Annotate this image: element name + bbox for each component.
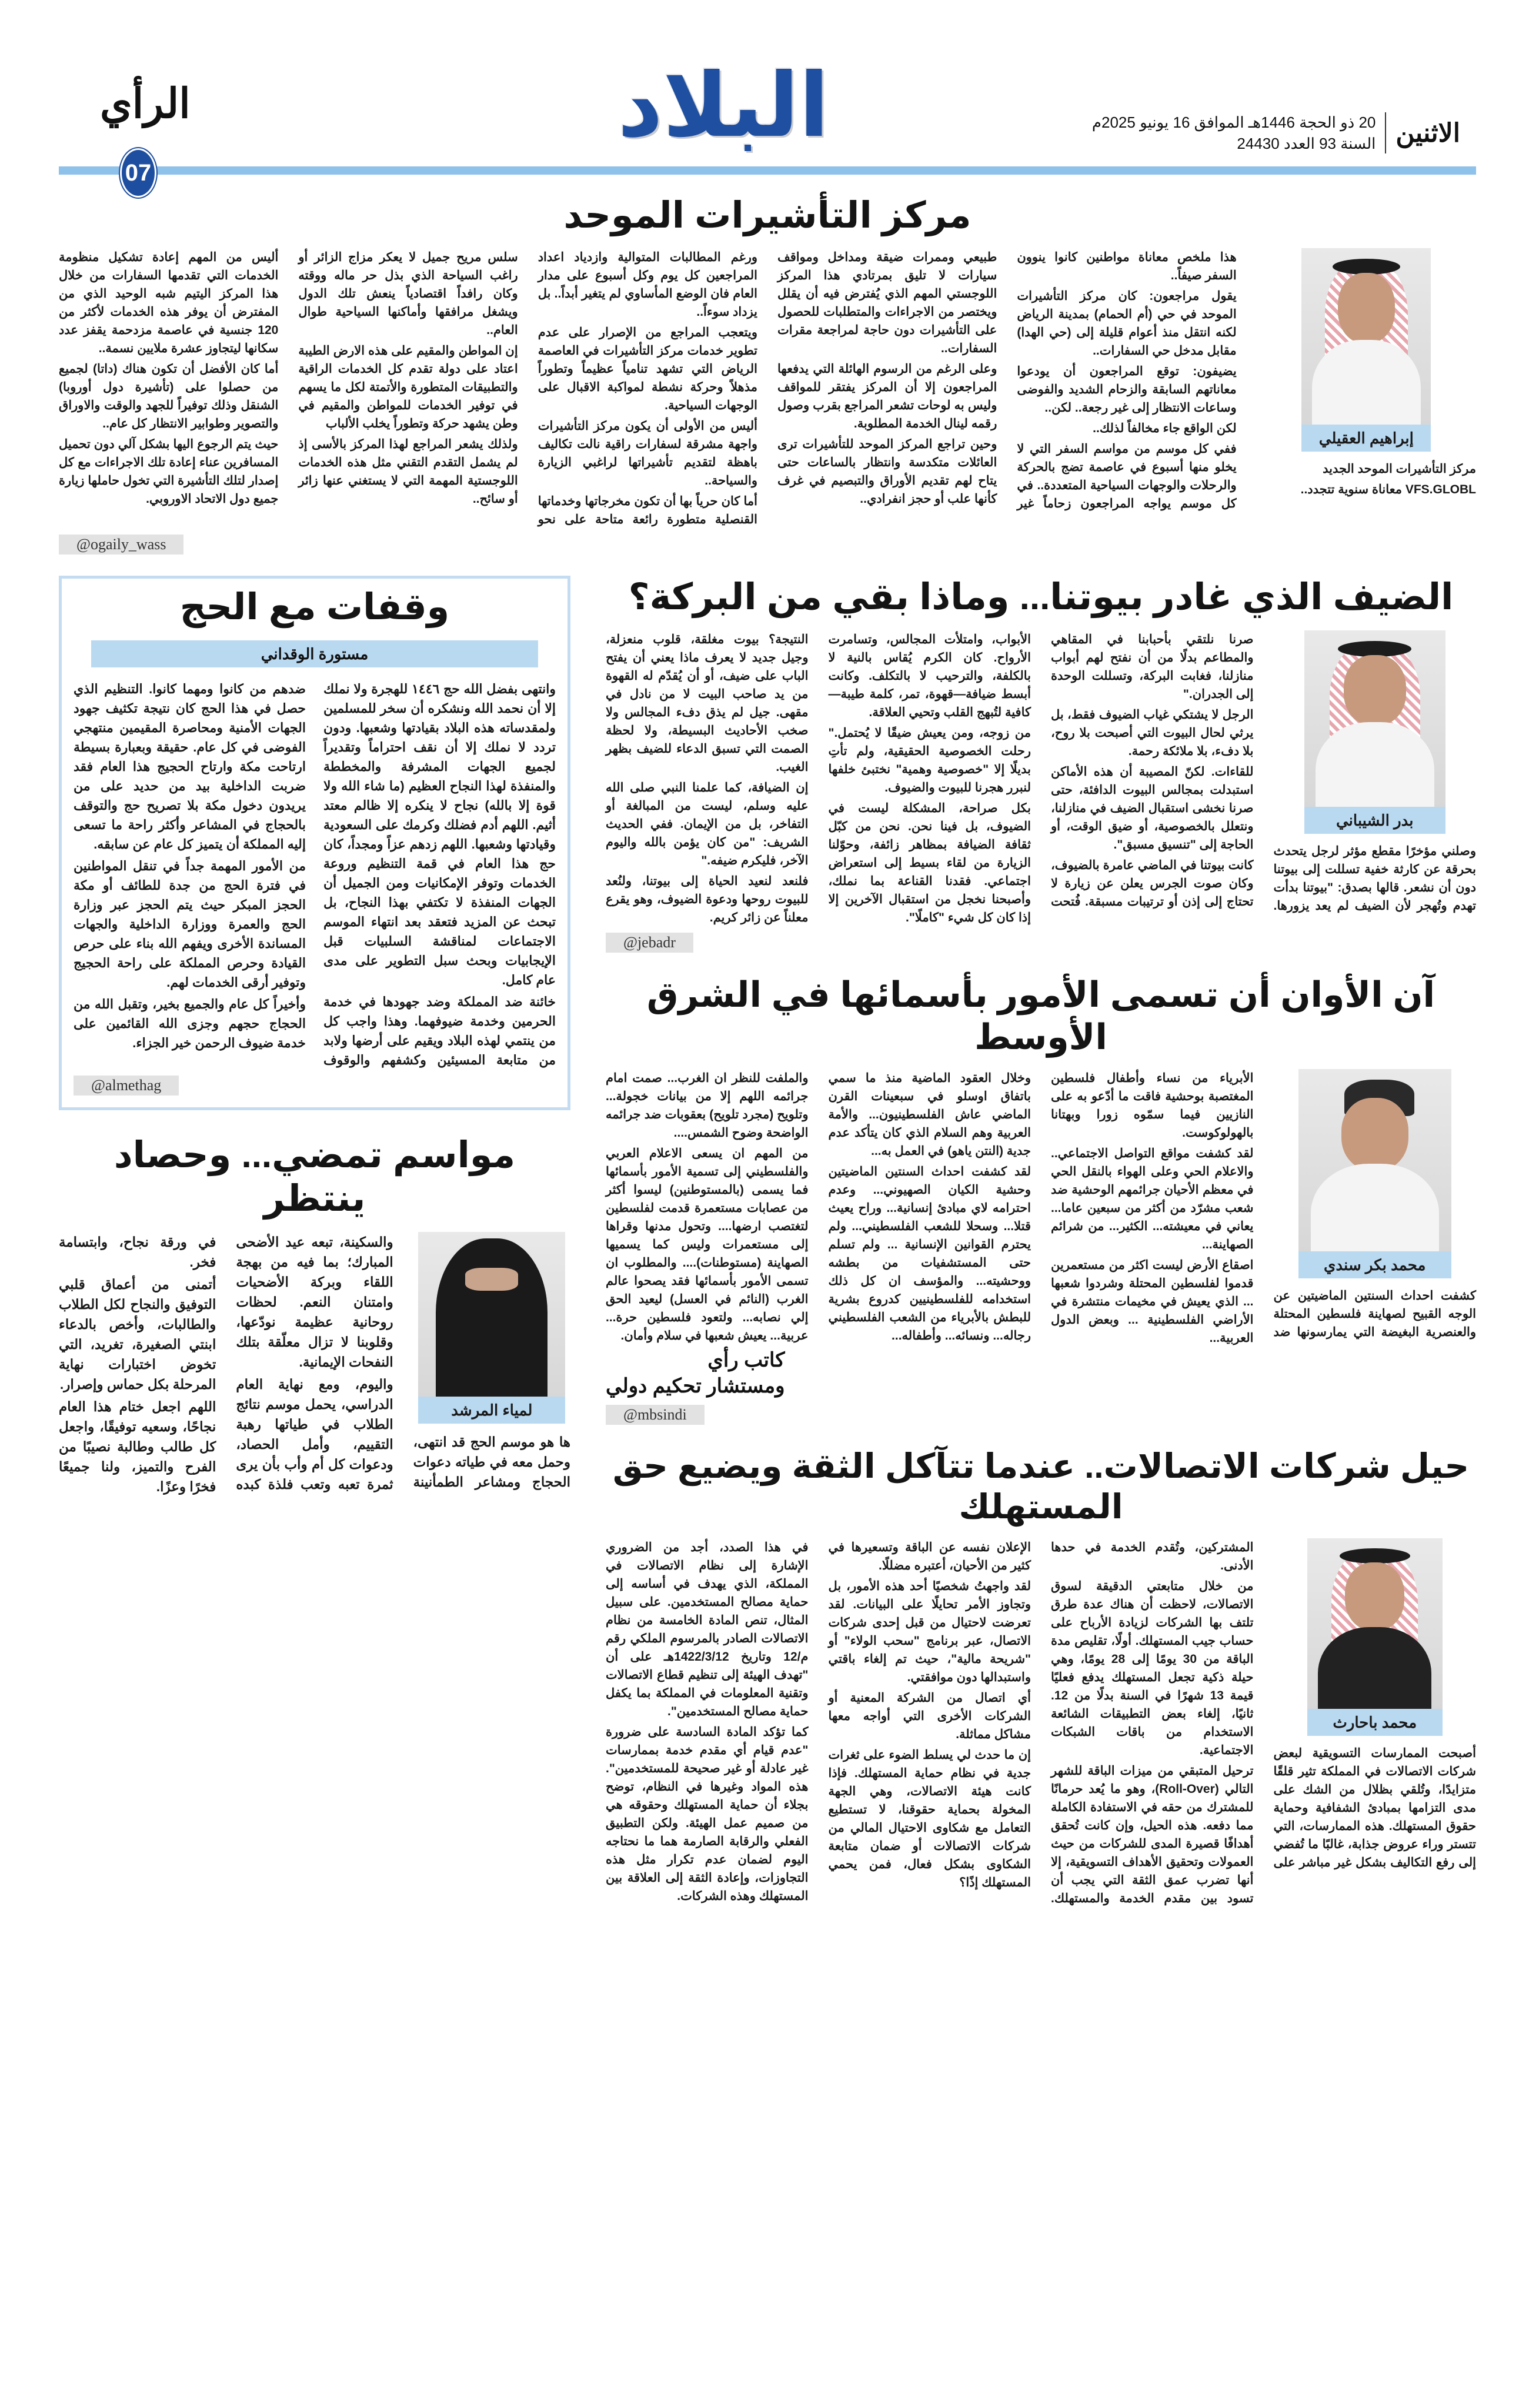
article-paragraph: أما كان حرياً بها أن تكون مخرجاتها وخدماتها القنصلية متطورة رائعة متاحة على نحو سلس مريح جميل لا يعكر مزاج الزائر أو راغب السياحة الذي بذل حر ماله ووقته وكان رافداً اقتصادياً ينعش تلك الدول ويشغل مرافقها وأماكنها السياحية طوال العام.. (298, 251, 758, 527)
article-paragraph: أتمنى من أعماق قلبي التوفيق والنجاح لكل الطلاب والطالبات، وأخص بالدعاء ابنتي الصغيرة، تغريد، التي تخوض اختبارات نهاية المرحلة بكل حماس وإصرار. (59, 1276, 216, 1392)
signature-role: ومستشار تحكيم دولي (606, 1374, 785, 1397)
article-paragraph: يضيفون: توقع المراجعون أن يودعوا معاناتهم السابقة والزحام الشديد والفوضى وساعات الانتظار إلى غير رجعة.. لكن.. (1017, 365, 1237, 415)
header-rule (59, 166, 1476, 175)
article-paragraph: وخلال العقود الماضية منذ ما سمي باتفاق اوسلو في سبعينات القرن الماضي عاش الفلسطينيون... والأمة العربية وهم السلام الذي كان يتأكد عدم جدية (النتن ياهو) في العمل به... (828, 1071, 1031, 1158)
article-title-visa: مركز التأشيرات الموحد (563, 195, 972, 236)
divider (1385, 112, 1386, 153)
article-paragraph: وانتهى بفضل الله حج ١٤٤٦ للهجرة ولا نملك إلا أن نحمد الله ونشكره أن سخر للمسلمين ولمقدساته هذه البلاد بقيادتها وشعبها. ودون تردد لا نملك إلا أن نقف احتراماً وتقديراً لجميع الجهات المشرفة والمخططة والمنفذة لهذا النجاح العظيم (ما شاء الله ولا قوة إلا بالله) نجاح لا ينكره إلا ظالم معتد أثيم. اللهم أدم فضلك وكرمك على السعودية وقيادتها وشعبها. اللهم زدهم عزاً ومجداً، كان حج هذا العام في قمة التنظيم وروعة الخدمات وتوفر الإمكانيات ومن الجميل أن الجهات المنفذة لا تكتفي بهذا النجاح، بل تبحث عن المزيد فتعقد بعد انتهاء الموسم الاجتماعات لمناقشة السلبيات قبل الإيجابيات وبحث سبل التطوير على مدى عام كامل. (323, 681, 556, 987)
article-body-mideast (606, 1069, 1476, 1347)
article-paragraph: حيث يتم الرجوع اليها بشكل آلي دون تحميل المسافرين عناء إعادة تلك الاجراءات مع كل إصدار لتلك التأشيرة التي تخول حاملها زيارة جميع دول الاتحاد الاوروبي. (59, 437, 279, 506)
article-body-visa (59, 248, 1476, 529)
article-title-guest: الضيف الذي غادر بيوتنا... وماذا بقي من البركة؟ (628, 577, 1454, 618)
article-paragraph: يقول مراجعون: كان مركز التأشيرات الموحد في حي (أم الحمام) بمدينة الرياض لكنه انتقل منذ أعوام قليلة إلى (حي الهدا) مقابل مدخل حي السفارات.. (1017, 289, 1237, 358)
section-title: الرأي (100, 81, 191, 126)
author-handle-mideast: @mbsindi (606, 1405, 705, 1425)
masthead (0, 0, 1519, 194)
article-paragraph: وأخيراً كل عام والجميع بخير، وتقبل الله من الحجاج حجهم وجزى الله القائمين على خدمة ضيوف الرحمن خير الجزاء. (74, 996, 306, 1050)
author-photo-telecom (1307, 1538, 1443, 1709)
author-name-visa: إبراهيم العقيلي (1301, 425, 1431, 452)
author-name-mideast: محمد بكر سندي (1298, 1251, 1451, 1278)
article-paragraph: VFS.GLOBL معاناة سنوية تتجدد.. (1300, 483, 1476, 497)
signature-role: كاتب رأي (707, 1348, 785, 1371)
article-paragraph: وعلى الرغم من الرسوم الهائلة التي يدفعها المراجعون إلا أن المركز يفتقر للمواقف وليس به لوحات تشعر المراجع بقرب وصول رقمه لينال الخدمة المطلوبة. (777, 362, 997, 431)
article-paragraph: في هذا الصدد، أجد من الضروري الإشارة إلى نظام الاتصالات في المملكة، الذي يهدف في أساسه إلى حماية مصالح المستخدمين. على سبيل المثال، تنص المادة الخامسة من نظام الاتصالات الصادر بالمرسوم الملكي رقم م/12 وتاريخ 1422/3/12هـ على أن "تهدف الهيئة إلى تنظيم قطاع الاتصالات وتقنية المعلومات في المملكة بما يكفل حماية مصالح المستخدمين". (606, 1540, 809, 1718)
date-block (1092, 112, 1460, 154)
article-paragraph: ويتعجب المراجع من الإصرار على عدم تطوير خدمات مركز التأشيرات في العاصمة الرياض التي تشهد تنامياً عظيماً وتطوراً مذهلاً وحركة نشطة لمواكبة الاقبال على الوجهات السياحية. (538, 326, 758, 413)
page-number: 07 (120, 148, 156, 198)
article-hajj (59, 576, 570, 1110)
article-body-hajj (74, 679, 556, 1070)
article-paragraph: ورغم المطالبات المتوالية وازدياد اعداد المراجعين كل يوم وكل أسبوع على مدار العام فان الوضع المأساوي لم يتغير أبداً.. بل يزداد سوءاً.. (538, 251, 758, 319)
article-paragraph: للقاءات. لكنّ المصيبة أن هذه الأماكن استبدلت بمجالس البيوت الدافئة، حتى صرنا نخشى استقبال الضيف في منازلنا، ونتعلل بالخصوصية، أو ضيق الوقت، أو الحاجة إلى "تنسيق مسبق". (1051, 764, 1254, 851)
article-paragraph: لكن الواقع جاء مخالفاً لذلك.. (1093, 422, 1237, 436)
article-paragraph: لقد كشفت مواقع التواصل الاجتماعي.. والاعلام الحي وعلى الهواء بالنقل الحي في معظم الأحيان جرائمهم الوحشية ضد شعب مشرّد من أكثر من سبعين عاما... يعاني في معيشته... الكثير... من شرائم الصهاينة... (1051, 1146, 1254, 1251)
article-paragraph: ففي كل موسم من مواسم السفر التي لا يخلو منها أسبوع في عاصمة تضج بالحركة والرحلات والوجهات السياحية المتعددة.. في كل موسم يواجه المراجعون زحاماً غير طبيعي وممرات ضيقة ومداخل ومواقف سيارات لا تليق بمرتادي هذا المركز اللوجستي المهم الذي يُفترض فيه أن يقلل ويختصر من الاجراءات والمتطلبات للحصول على التأشيرات دون حاجة لمراجعة مقرات السفارات.. (777, 251, 1237, 511)
newspaper-logo (617, 55, 829, 171)
author-figure-visa (1301, 248, 1431, 452)
article-paragraph: وحين تراجع المركز الموحد للتأشيرات ترى العائلات متكدسة وانتظار بالساعات حتى يتاح لهم تقديم الأوراق والتبصيم في غرف كأنها علب أو حجز انفرادي.. (777, 437, 997, 506)
article-paragraph: أليس من المهم إعادة تشكيل منظومة الخدمات التي تقدمها السفارات من خلال هذا المركز اليتيم شبه الوحيد الذي من المفترض أن يوفر هذه الخدمات لأكثر من 120 جنسية في عاصمة مزدحمة يقفز عدد سكانها ليتجاوز عشرة ملايين نسمة.. (59, 251, 279, 356)
article-paragraph: الرجل لا يشتكي غياب الضيوف فقط، بل يرثي لحال البيوت التي أصبحت بلا روح، بلا دفء، بلا ملائكة رحمة. (1051, 707, 1254, 758)
article-guest (606, 576, 1476, 952)
article-paragraph: ترحيل المتبقي من ميزات الباقة للشهر التالي (Roll-Over)، وهو ما يُعد حرمانًا للمشترك من حقه في الاستفادة الكاملة مما دفعه. هذه الحيل، وإن كانت تُحقق أهدافًا قصيرة المدى للشركات من حيث العمولات وتحقيق الأهداف التسويقية، إلا أنها تضرب عمق الثقة التي يجب أن تسود بين مقدم الخدمة والمستهلك. الإعلان نفسه عن الباقة وتسعيرها في كثير من الأحيان، أعتبره مضللًا. (828, 1540, 1254, 1905)
article-seasons (59, 1134, 570, 1497)
article-paragraph: أي اتصال من الشركة المعنية أو الشركات الأخرى التي أواجه معها مشاكل مماثلة. (828, 1691, 1031, 1741)
article-paragraph: ولذلك يشعر المراجع لهذا المركز بالأسى إذ لم يشمل التقدم التقني مثل هذه الخدمات اللوجستية المهمة التي لا يستغني عنها زائر أو سائح.. (298, 437, 518, 506)
article-paragraph: اصقاع الأرض ليست اكثر من مستعمرين قدموا لفلسطين المحتلة وشردوا شعبها ... الذي يعيش في مخيمات منتشرة في الأراضي الفلسطينية ... وبعض الدول العربية... (1051, 1258, 1254, 1345)
article-telecom (606, 1446, 1476, 1908)
article-title-hajj: وقفات مع الحج (179, 587, 450, 628)
article-visa (59, 194, 1476, 555)
author-figure-mideast (1298, 1069, 1451, 1278)
logo-text: البلاد (617, 55, 829, 157)
article-paragraph: كشفت احداث السنتين الماضيتين عن الوجه القبيح لصهاينة فلسطين المحتلة والعنصرية البغيضة التي يمارسونها ضد الأبرياء من نساء وأطفال فلسطين المغتصبة بوحشية فاقت ما أدّعو به على النازيين فيما سمّوه زورا وبهتانا بالهولوكوست. (1051, 1071, 1476, 1339)
article-paragraph: أصبحت الممارسات التسويقية لبعض شركات الاتصالات في المملكة تثير قلقًا متزايدًا، وتُلقي بظلال من الشك على مدى التزامها بمبادئ الشفافية وحماية حقوق المستهلك. هذه الممارسات، التي تتستر وراء عروض جذابة، غالبًا ما تُفضي إلى رفع التكاليف بشكل غير مباشر على المشتركين، وتُقدم الخدمة في حدها الأدنى. (1051, 1540, 1476, 1869)
article-paragraph: من الأمور المهمة جداً في تنقل المواطنين في فترة الحج من جدة للطائف أو مكة الحجز المبكر حيث يتم الحجز عبر وزارة الحج والعمرة ووزارة الداخلية والجهات المساندة الأخرى ويفهم الله بناء على حرص القيادة وحرص المملكة على راحة الحجيج وتوفير أرقى الخدمات لهم. (74, 858, 306, 990)
article-paragraph: وصلني مؤخرًا مقطع مؤثر لرجل يتحدث بحرقة عن كارثة خفية تسللت إلى بيوتنا دون أن نشعر. قالها بصدق: "بيوتنا بدأت تهدم وتُهجر لأن الضيف لم يعد يزورها. صرنا نلتقي بأحبابنا في المقاهي والمطاعم بدلًا من أن نفتح لهم أبواب منازلنا، فغابت البركة، وتسللت الوحدة إلى الجدران." (1051, 632, 1476, 913)
article-paragraph: لقد كشفت احداث السنتين الماضيتين وحشية الكيان الصهيوني... وعدم احترامه لاي مبادئ إنسانية... وراح يعيث قتلا... وسحلا للشعب الفلسطيني... ولم يحترم القوانين الإنسانية ... ولم تسلم حتى المستشفيات من بطشه ووحشيته... والمؤسف ان كل ذلك استخدامه للفلسطينيين كدروع بشرية للبطش بالأبرياء من الشعب الفلسطيني رجاله... ونسائه... وأطفاله... (828, 1164, 1031, 1342)
article-paragraph: اللهم اجعل ختام هذا العام نجاحًا، وسعيه توفيقًا، واجعل كل طالب وطالبة نصيبًا من الفرح والتميز، ولنا جميعًا فخرًا وعزًا. (59, 1398, 216, 1494)
author-photo-mideast (1298, 1069, 1451, 1251)
author-figure-guest (1304, 630, 1445, 834)
article-paragraph: من زوجه، ومن يعيش ضيقًا لا يُحتمل." رحلت الخصوصية الحقيقية، ولم تأتِ بديلًا إلا "خصوصية وهمية" نختبئ خلفها لنبرر هجرنا للبيوت والضيوف. (828, 726, 1031, 794)
author-figure-seasons (418, 1232, 565, 1424)
author-handle-guest: @jebadr (606, 933, 693, 953)
article-body-telecom (606, 1538, 1476, 1908)
author-photo-seasons (418, 1232, 565, 1397)
author-name-guest: بدر الشيباني (1304, 807, 1445, 834)
article-paragraph: والملفت للنظر ان الغرب... صمت امام جرائمه اللهم إلا من بيانات خجولة... وتلويح (مجرد تلويح) بعقوبات ضد جرائمه الواضحة وضوح الشمس.... (606, 1071, 809, 1140)
article-paragraph: إن المواطن والمقيم على هذه الارض الطيبة اعتاد على دولة تقدم كل الخدمات الراقية والتطبيقات المتطورة والأتمتة لكل ما يسهم في توفير الخدمات للمواطن والمقيم في وطن يشهد حركة وتطوراً يخلب الألباب (298, 344, 518, 431)
article-body-guest (606, 630, 1476, 927)
article-paragraph: ها هو موسم الحج قد انتهى، وحمل معه في طياته دعوات الحجاج ومشاعر الطمأنينة والسكينة، تبعه عيد الأضحى المبارك؛ بما فيه من بهجة اللقاء وبركة الأضحيات وامتنان النعم. لحظات روحانية عظيمة نودّعها، وقلوبنا لا تزال معلّقة بتلك النفحات الإيمانية. (236, 1234, 570, 1489)
article-paragraph: خائنة ضد المملكة وضد جهودها في خدمة الحرمين وخدمة ضيوفهما. وهذا واجب كل من ينتمي لهذه البلاد ويقيم على أرضها ولابد من متابعة المسيئين وكشفهم والوقوف ضدهم من كانوا ومهما كانوا. التنظيم الذي حصل في هذا الحج كان نتيجة تكثيف جهود الجهات الأمنية ومحاصرة المقيمين منتهجي الفوضى في كل عام. حقيقة وبعبارة بسيطة ارتاحت مكة وارتاح الحجيج هذا العام فقد ضربت الداخلية بيد من حديد على من يريدون دخول مكة بلا تصريح حج والتوقف بالحجاج في المشاعر وأكثر راحة ما تسعى إليه المملكة أن يتميز كل عام عن سابقه. (74, 681, 556, 1067)
day-name: الاثنين (1396, 118, 1460, 148)
article-paragraph: بكل صراحة، المشكلة ليست في الضيوف، بل فينا نحن. نحن من كبّل ثقافة الضيافة بمظاهر زائفة، وحوّلنا الزيارة من لقاء بسيط إلى استعراض اجتماعي. فقدنا القناعة بما نملك، وأصبحنا نخجل من استقبال الآخرين إلا إذا كان كل شيء "كاملًا". (828, 801, 1031, 924)
article-paragraph: كانت بيوتنا في الماضي عامرة بالضيوف، وكان صوت الجرس يعلن عن زيارة لا تحتاج إلى إذن أو ترتيبات مسبقة. فُتحت الأبواب، وامتلأت المجالس، وتسامرت الأرواح. كان الكرم يُقاس بالنية لا بالكلفة، والترحيب لا بالتكلف. وكانت أبسط ضيافة—قهوة، تمر، كلمة طيبة—كافية لتُبهج القلب وتحيي العلاقة. (828, 632, 1254, 909)
article-paragraph: لقد واجهتُ شخصيًا أحد هذه الأمور، بل وتجاوز الأمر تحايلًا على البيانات. لقد تعرضت لاحتيال من قبل إحدى شركات الاتصال، عبر برنامج "سحب الولاء" أو "شريحة مالية"، حيث تم إلغاء باقتي واستبدالها دون موافقتي. (828, 1579, 1031, 1684)
author-name-hajj: مستورة الوقداني (91, 640, 538, 667)
author-name-telecom: محمد باحارث (1307, 1709, 1443, 1736)
article-paragraph: من المهم ان يسعى الاعلام العربي والفلسطيني إلى تسمية الأمور بأسمائها فما يسمى (بالمستوطنين) ليسوا أكثر من عصابات مستعمرة قدمت لفلسطين لتغتصب ارضها.... وتحول مدنها وقراها إلى مستعمرات وليس كما يسميها الصهاينة (مستوطنات).... والمطلوب ان تسمى الأمور بأسمائها فقد يصحوا عالم الغرب (النائم في العسل) ليعيد الحق إلي نصابه... ولتعود فلسطين حرة... عربية... يعيش شعبها في سلام وأمان. (606, 1146, 809, 1342)
author-name-seasons: لمياء المرشد (418, 1397, 565, 1424)
author-handle-hajj: @almethag (74, 1076, 179, 1096)
article-title-seasons: مواسم تمضي... وحصاد ينتظر (113, 1134, 516, 1220)
author-figure-telecom (1307, 1538, 1443, 1736)
author-signature-mideast (606, 1347, 785, 1399)
author-photo-guest (1304, 630, 1445, 807)
article-paragraph: إن الضيافة، كما علمنا النبي صلى الله عليه وسلم، ليست من المبالغة أو التفاخر، بل من الإيمان. ففي الحديث الشريف: "من كان يؤمن بالله واليوم الآخر، فليكرم ضيفه." (606, 780, 809, 867)
author-photo-visa (1301, 248, 1431, 425)
issue-line: السنة 93 العدد 24430 (1237, 135, 1376, 152)
article-paragraph: أما كان الأفضل أن تكون هناك (داتا) لجميع من حصلوا على (تأشيرة دول أوروبا) الشنقل وذلك توفيراً للجهد والوقت والاوراق والتصوير وطوابير الانتظار كل عام.. (59, 362, 279, 431)
article-paragraph: هذا ملخص معاناة مواطنين كانوا ينوون السفر صيفاً.. (1017, 251, 1237, 283)
article-body-seasons (59, 1232, 570, 1497)
article-paragraph: كما تؤكد المادة السادسة على ضرورة "عدم قيام أي مقدم خدمة بممارسات غير عادلة أو غير صحيحة للمستخدمين". هذه المواد وغيرها في النظام، توضح بجلاء أن حماية المستهلك وحقوقه هي من صميم عمل الهيئة. ولكن التطبيق الفعلي والرقابة الصارمة هما ما نحتاجه اليوم لضمان عدم تكرار مثل هذه التجاوزات، وإعادة الثقة إلى العلاقة بين المستهلك وهذه الشركات. (606, 1725, 809, 1903)
article-paragraph: النتيجة؟ بيوت مغلقة، قلوب منعزلة، وجيل جديد لا يعرف ماذا يعني أن يفتح الباب على ضيف، أو أن يُقدّم له القهوة من يد صاحب البيت لا من نادل في مقهى. جيل لم يذق دفء المجالس ولا صخب الأحاديث البسيطة، ولا لحظة الصمت التي تسبق الدعاء للضيف بظهر الغيب. (606, 632, 809, 774)
article-paragraph: مركز التأشيرات الموحد الجديد (1323, 462, 1476, 476)
article-paragraph: إن ما حدث لي يسلط الضوء على ثغرات جدية في نظام حماية المستهلك. فإذا كانت هيئة الاتصالات، وهي الجهة المخولة بحماية حقوقنا، لا تستطيع التعامل مع شكاوى الاحتيال المالي من شركات الاتصالات أو ضمان متابعة الشكاوى بشكل فعال، فمن يحمي المستهلك إذًا؟ (828, 1748, 1031, 1889)
article-paragraph: من خلال متابعتي الدقيقة لسوق الاتصالات، لاحظت أن هناك عدة طرق تلتف بها الشركات لزيادة الأرباح على حساب جيب المستهلك. أولًا، تقليص مدة الباقة من 30 يومًا إلى 28 يومًا، وهي حيلة ذكية تجعل المستهلك يدفع فعليًا قيمة 13 شهرًا في السنة بدلًا من 12. ثانيًا، إلغاء بعض التطبيقات الشائعة الاستخدام من باقات الشبكات الاجتماعية. (1051, 1579, 1254, 1757)
author-handle-visa: @ogaily_wass (59, 535, 183, 555)
article-paragraph: فلنعد لنعيد الحياة إلى بيوتنا، ولنُعد للبيوت روحها ودعوة الضيوف، وهو يقرع معلناً عن زائر كريم. (606, 874, 809, 924)
article-paragraph: واليوم، ومع نهاية العام الدراسي، يحمل موسم نتائج الطلاب في طياتها رهبة التقييم، وأمل الحصاد، ودعوات كل أم وأب بأن يرى ثمرة تعبه وتعب فلذة كبده في ورقة نجاح، وابتسامة فخر. (59, 1234, 393, 1492)
date-line: 20 ذو الحجة 1446هـ الموافق 16 يونيو 2025م (1091, 113, 1376, 131)
article-mideast (606, 974, 1476, 1425)
article-paragraph: أليس من الأولى أن يكون مركز التأشيرات واجهة مشرقة لسفارات راقية نالت تكاليف باهظة لتقديم تأشيراتها لراغبي الزيارة والسياحة.. (538, 419, 758, 488)
article-title-telecom: حيل شركات الاتصالات.. عندما تتآكل الثقة ويضيع حق المستهلك (612, 1447, 1470, 1527)
article-title-mideast: آن الأوان أن تسمى الأمور بأسمائها في الشرق الأوسط (646, 974, 1435, 1057)
